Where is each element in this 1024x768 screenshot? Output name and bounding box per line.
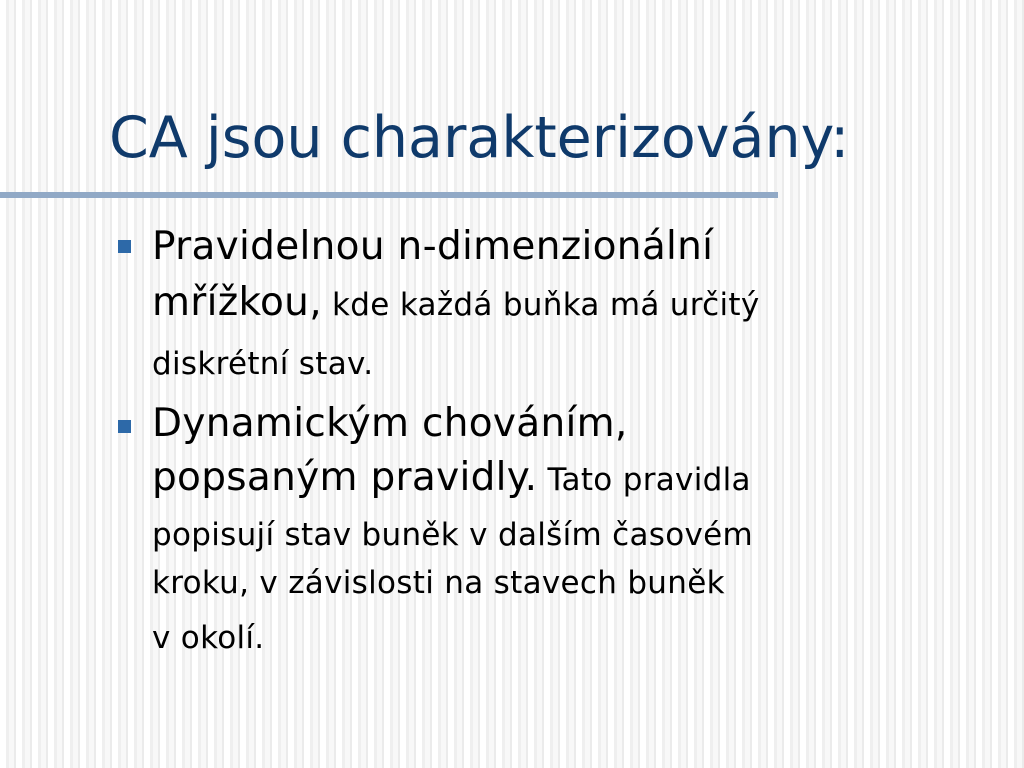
- bullet-line: [152, 510, 753, 555]
- bullet-line-small: v okolí.: [152, 620, 265, 656]
- bullet-line-small: kroku, v závislosti na stavech buněk: [152, 565, 725, 601]
- bullet-line: [152, 339, 373, 384]
- bullet-line-large: Dynamickým chováním,: [152, 401, 628, 446]
- bullet-line-small: diskrétní stav.: [152, 346, 374, 382]
- title-underline: [0, 192, 778, 198]
- square-bullet-icon: [118, 240, 131, 253]
- bullet-line: [152, 455, 751, 500]
- bullet-line-large: mřížkou,: [152, 280, 322, 325]
- bullet-line: [152, 613, 264, 658]
- bullet-line-small: Tato pravidla: [537, 462, 751, 498]
- slide-title: CA jsou charakterizovány:: [109, 105, 850, 171]
- bullet-line-large: popsaným pravidly.: [152, 455, 538, 500]
- bullet-line: [152, 224, 713, 269]
- bullet-line-small: kde každá buňka má určitý: [321, 287, 760, 323]
- bullet-line: [152, 401, 628, 446]
- square-bullet-icon: [118, 420, 131, 433]
- bullet-line: [152, 558, 725, 603]
- bullet-line-large: Pravidelnou n-dimenzionální: [152, 224, 714, 269]
- bullet-line-small: popisují stav buněk v dalším časovém: [152, 517, 754, 553]
- bullet-line: [152, 280, 759, 325]
